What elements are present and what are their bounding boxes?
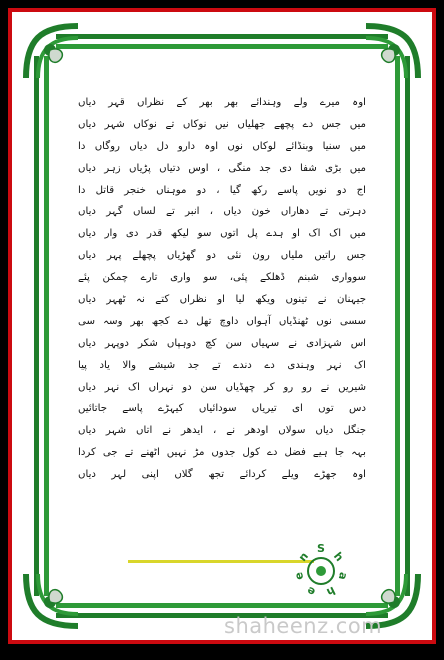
svg-text:h: h bbox=[324, 583, 338, 599]
frame-band-right bbox=[405, 56, 410, 596]
poem-line: میں اک اک او ہدے پل اتوں سو لیکھ قدر دی وار دیاں bbox=[78, 228, 366, 240]
poem-line: اج دو نویں پاسے رکھ گیا ، دو موہناں خنجر قاتل دا bbox=[78, 184, 366, 196]
poem-line: میں جس دے پچھے جھلیاں نیں نوکاں تے نوکاں شہر دیاں bbox=[78, 118, 366, 130]
poem-line: بہہ جا ہیے فضل دے کول جدوں مڑ نہیں اٹھنے تے جی کردا bbox=[78, 447, 366, 459]
footer-rule bbox=[128, 560, 314, 563]
poem-line: سسی نوں ٹھنڈیاں آہواں داوچ تھل دے کجھ بھر وسہ سی bbox=[78, 315, 366, 327]
poem-line: جنگل دیاں سولاں اودھر نے ، ایدھر نے اتاں شہر دیاں bbox=[78, 425, 366, 437]
poem-line: اس شہزادی نے سہیاں سن کچ دوہپاں شکر دوپہر دیاں bbox=[78, 337, 366, 349]
poem-line: دہرتی تے دھاراں خون دیاں ، انبر تے لساں گہر دیاں bbox=[78, 206, 366, 218]
shaheen-logo-icon bbox=[290, 540, 352, 602]
frame-band-top-inner bbox=[56, 44, 388, 49]
poem-line: میں بڑی شفا دی جد منگی ، اوس دتیاں پڑیاں زہر دیاں bbox=[78, 162, 366, 174]
svg-text:h: h bbox=[330, 549, 347, 564]
frame-band-top bbox=[56, 34, 388, 39]
corner-ornament-top-left bbox=[20, 20, 84, 84]
frame-band-right-inner bbox=[395, 56, 400, 596]
poem-line: اوہ جھڑے ویلے کردائے تجھ گلاں اپنی لہر دیاں bbox=[78, 469, 366, 481]
svg-text:a: a bbox=[335, 570, 351, 582]
frame-band-bottom-inner bbox=[56, 603, 388, 608]
poem-line: اک نہر وہندی دے دندے تے جد شیشے والا یاد پیا bbox=[78, 359, 366, 371]
corner-ornament-top-right bbox=[360, 20, 424, 84]
svg-text:S: S bbox=[317, 542, 325, 555]
poem-line: جس راتیں ملیاں رون نئی دو گھڑیاں پچھلے پہر دیاں bbox=[78, 250, 366, 262]
site-watermark: shaheenz.com bbox=[224, 614, 383, 638]
poem-line: شیریں نے رو رو کر چھڈیاں سن دو نہراں اک نہر دیاں bbox=[78, 381, 366, 393]
poem-line: سوواری شبنم ڈھلکے پئی، سو واری تارے چمکن پئے bbox=[78, 272, 366, 284]
frame-band-left-inner bbox=[44, 56, 49, 596]
poem-text bbox=[78, 92, 366, 486]
poem-line: اوہ میرے ولے وہندائے بھر بھر کے نظراں قہر دیاں bbox=[78, 97, 366, 108]
poem-page bbox=[78, 92, 366, 552]
frame-band-left bbox=[34, 56, 39, 596]
poem-line: میں سنیا وبنڈائے لوکاں نوں اوہ دارو دل دیاں روگاں دا bbox=[78, 140, 366, 152]
poem-line: دس توں ای تیریاں سودائیاں کیہڑے پاسے جاتائیں bbox=[78, 403, 366, 415]
poem-line: جیہنان نے تینوں ویکھ لیا او نظراں کتے نہ ٹھہر دیاں bbox=[78, 294, 366, 306]
svg-text:e: e bbox=[291, 570, 307, 582]
svg-text:e: e bbox=[304, 583, 318, 599]
corner-ornament-bottom-left bbox=[20, 568, 84, 632]
svg-text:n: n bbox=[295, 549, 312, 564]
